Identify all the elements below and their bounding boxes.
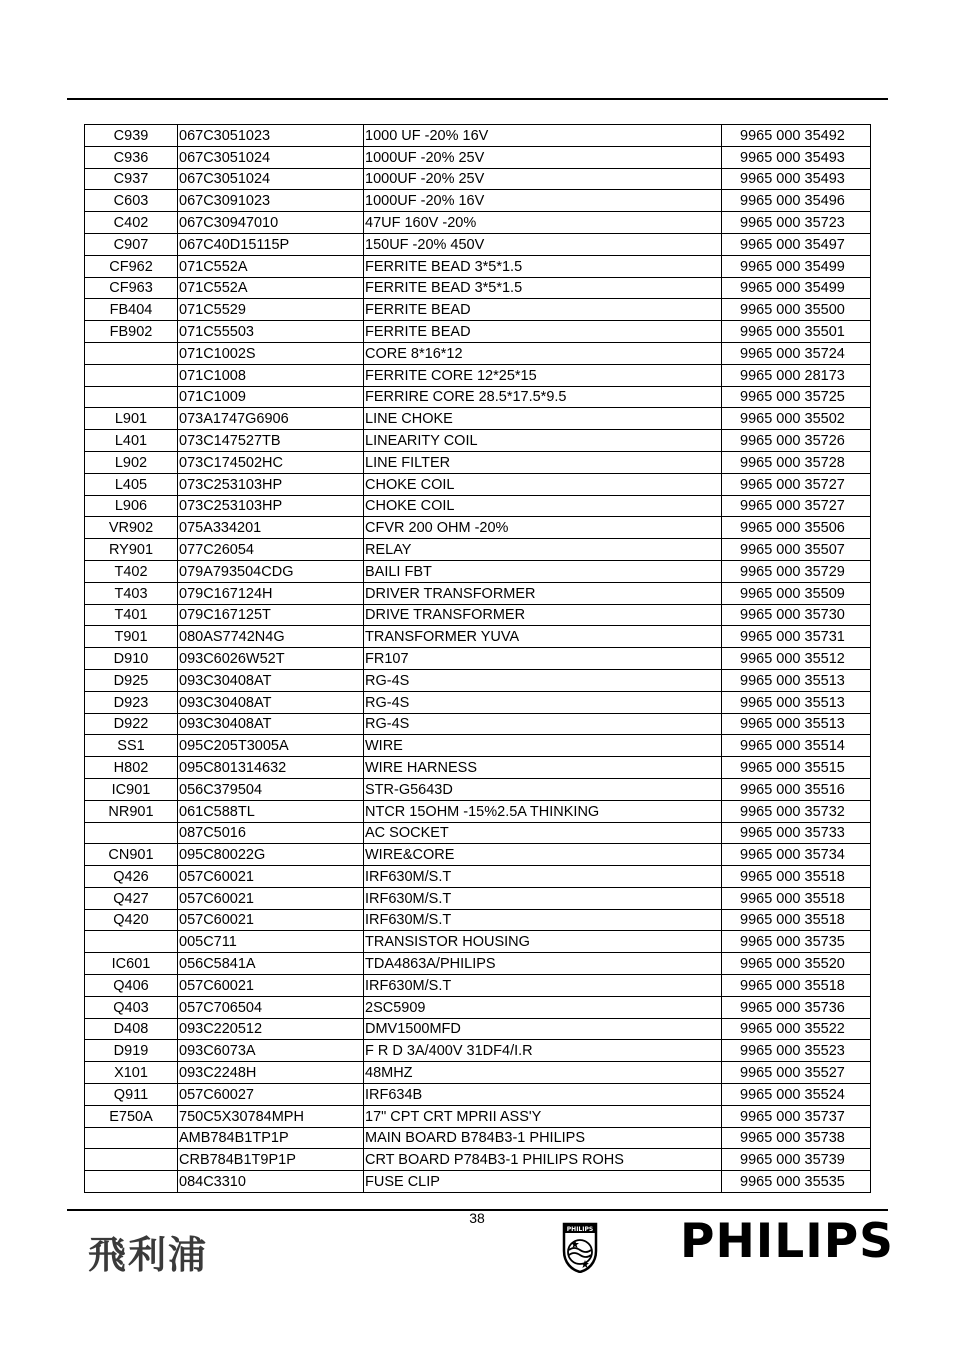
ref-cell (85, 1127, 178, 1149)
table-row (85, 125, 871, 147)
ref-cell: Q911 (85, 1084, 178, 1106)
part-number-cell: 9965 000 35512 (722, 648, 871, 670)
ref-cell: C603 (85, 190, 178, 212)
code-cell: 067C3051024 (178, 146, 364, 168)
ref-cell (85, 386, 178, 408)
description-cell: FERRITE BEAD 3*5*1.5 (364, 277, 722, 299)
table-row (85, 1018, 871, 1040)
description-cell: BAILI FBT (364, 560, 722, 582)
table-row (85, 517, 871, 539)
code-cell: 071C1009 (178, 386, 364, 408)
ref-cell: Q406 (85, 975, 178, 997)
ref-cell: L405 (85, 473, 178, 495)
ref-cell: E750A (85, 1105, 178, 1127)
description-cell: IRF630M/S.T (364, 975, 722, 997)
table-row (85, 778, 871, 800)
part-number-cell: 9965 000 35492 (722, 125, 871, 147)
ref-cell: FB404 (85, 299, 178, 321)
description-cell: 1000 UF -20% 16V (364, 125, 722, 147)
description-cell: IRF634B (364, 1084, 722, 1106)
code-cell: 079C167125T (178, 604, 364, 626)
code-cell: 071C5529 (178, 299, 364, 321)
part-number-cell: 9965 000 35518 (722, 887, 871, 909)
part-number-cell: 9965 000 35731 (722, 626, 871, 648)
description-cell: FERRITE BEAD 3*5*1.5 (364, 255, 722, 277)
part-number-cell: 9965 000 35513 (722, 713, 871, 735)
code-cell: 087C5016 (178, 822, 364, 844)
part-number-cell: 9965 000 35502 (722, 408, 871, 430)
ref-cell: D923 (85, 691, 178, 713)
table-row (85, 212, 871, 234)
description-cell: TRANSISTOR HOUSING (364, 931, 722, 953)
code-cell: 067C30947010 (178, 212, 364, 234)
ref-cell: T901 (85, 626, 178, 648)
description-cell: F R D 3A/400V 31DF4/I.R (364, 1040, 722, 1062)
table-row (85, 560, 871, 582)
part-number-cell: 9965 000 35493 (722, 168, 871, 190)
description-cell: TDA4863A/PHILIPS (364, 953, 722, 975)
code-cell: 061C588TL (178, 800, 364, 822)
part-number-cell: 9965 000 35727 (722, 495, 871, 517)
code-cell: 093C2248H (178, 1062, 364, 1084)
code-cell: 057C706504 (178, 996, 364, 1018)
table-row (85, 386, 871, 408)
code-cell: 056C5841A (178, 953, 364, 975)
code-cell: 057C60027 (178, 1084, 364, 1106)
part-number-cell: 9965 000 35535 (722, 1171, 871, 1193)
code-cell: 073C253103HP (178, 473, 364, 495)
description-cell: FERRITE BEAD (364, 299, 722, 321)
table-row (85, 1171, 871, 1193)
part-number-cell: 9965 000 35514 (722, 735, 871, 757)
part-number-cell: 9965 000 35493 (722, 146, 871, 168)
ref-cell: C907 (85, 233, 178, 255)
ref-cell: CN901 (85, 844, 178, 866)
description-cell: CHOKE COIL (364, 495, 722, 517)
table-row (85, 1062, 871, 1084)
code-cell: 067C3051023 (178, 125, 364, 147)
table-row (85, 190, 871, 212)
description-cell: STR-G5643D (364, 778, 722, 800)
code-cell: 095C80022G (178, 844, 364, 866)
table-row (85, 822, 871, 844)
table-row (85, 277, 871, 299)
description-cell: WIRE&CORE (364, 844, 722, 866)
part-number-cell: 9965 000 35507 (722, 539, 871, 561)
part-number-cell: 9965 000 35520 (722, 953, 871, 975)
description-cell: CHOKE COIL (364, 473, 722, 495)
part-number-cell: 9965 000 35726 (722, 430, 871, 452)
table-row (85, 1084, 871, 1106)
code-cell: 005C711 (178, 931, 364, 953)
code-cell: 056C379504 (178, 778, 364, 800)
ref-cell: IC601 (85, 953, 178, 975)
code-cell: 093C30408AT (178, 669, 364, 691)
part-number-cell: 9965 000 35736 (722, 996, 871, 1018)
part-number-cell: 9965 000 35738 (722, 1127, 871, 1149)
table-row (85, 669, 871, 691)
part-number-cell: 9965 000 35509 (722, 582, 871, 604)
code-cell: 073A1747G6906 (178, 408, 364, 430)
ref-cell: D922 (85, 713, 178, 735)
table-row (85, 648, 871, 670)
part-number-cell: 9965 000 35518 (722, 866, 871, 888)
table-row (85, 1040, 871, 1062)
ref-cell: RY901 (85, 539, 178, 561)
description-cell: DRIVER TRANSFORMER (364, 582, 722, 604)
code-cell: 071C1002S (178, 342, 364, 364)
part-number-cell: 9965 000 35723 (722, 212, 871, 234)
table-row (85, 931, 871, 953)
ref-cell: T401 (85, 604, 178, 626)
table-row (85, 953, 871, 975)
description-cell: AC SOCKET (364, 822, 722, 844)
code-cell: 073C147527TB (178, 430, 364, 452)
part-number-cell: 9965 000 35513 (722, 669, 871, 691)
code-cell: 093C220512 (178, 1018, 364, 1040)
part-number-cell: 9965 000 35732 (722, 800, 871, 822)
table-row (85, 691, 871, 713)
code-cell: 750C5X30784MPH (178, 1105, 364, 1127)
table-row (85, 975, 871, 997)
ref-cell: IC901 (85, 778, 178, 800)
table-row (85, 430, 871, 452)
ref-cell (85, 1171, 178, 1193)
table-row (85, 844, 871, 866)
ref-cell (85, 931, 178, 953)
ref-cell: X101 (85, 1062, 178, 1084)
code-cell: 057C60021 (178, 887, 364, 909)
table-row (85, 255, 871, 277)
description-cell: RG-4S (364, 669, 722, 691)
philips-wordmark: PHILIPS (680, 1214, 895, 1269)
code-cell: CRB784B1T9P1P (178, 1149, 364, 1171)
table-row (85, 996, 871, 1018)
part-number-cell: 9965 000 35501 (722, 321, 871, 343)
description-cell: IRF630M/S.T (364, 909, 722, 931)
ref-cell: T402 (85, 560, 178, 582)
ref-cell: CF962 (85, 255, 178, 277)
table-row (85, 233, 871, 255)
part-number-cell: 9965 000 35727 (722, 473, 871, 495)
header-rule (67, 98, 888, 100)
ref-cell: H802 (85, 757, 178, 779)
code-cell: 075A334201 (178, 517, 364, 539)
part-number-cell: 9965 000 35735 (722, 931, 871, 953)
ref-cell (85, 364, 178, 386)
ref-cell: L902 (85, 451, 178, 473)
ref-cell: Q403 (85, 996, 178, 1018)
part-number-cell: 9965 000 35524 (722, 1084, 871, 1106)
ref-cell (85, 822, 178, 844)
code-cell: 057C60021 (178, 909, 364, 931)
description-cell: DRIVE TRANSFORMER (364, 604, 722, 626)
ref-cell: C937 (85, 168, 178, 190)
part-number-cell: 9965 000 35527 (722, 1062, 871, 1084)
part-number-cell: 9965 000 35497 (722, 233, 871, 255)
description-cell: WIRE HARNESS (364, 757, 722, 779)
table-row (85, 626, 871, 648)
description-cell: FUSE CLIP (364, 1171, 722, 1193)
part-number-cell: 9965 000 35518 (722, 909, 871, 931)
description-cell: IRF630M/S.T (364, 866, 722, 888)
part-number-cell: 9965 000 35725 (722, 386, 871, 408)
table-row (85, 1149, 871, 1171)
ref-cell: NR901 (85, 800, 178, 822)
description-cell: TRANSFORMER YUVA (364, 626, 722, 648)
code-cell: 057C60021 (178, 866, 364, 888)
part-number-cell: 9965 000 35513 (722, 691, 871, 713)
code-cell: 071C552A (178, 255, 364, 277)
ref-cell: D910 (85, 648, 178, 670)
description-cell: FERRITE BEAD (364, 321, 722, 343)
ref-cell: Q420 (85, 909, 178, 931)
table-row (85, 582, 871, 604)
code-cell: 077C26054 (178, 539, 364, 561)
code-cell: 093C6026W52T (178, 648, 364, 670)
part-number-cell: 9965 000 35523 (722, 1040, 871, 1062)
description-cell: 150UF -20% 450V (364, 233, 722, 255)
philips-shield-icon (561, 1221, 599, 1273)
description-cell: 1000UF -20% 25V (364, 146, 722, 168)
description-cell: RG-4S (364, 713, 722, 735)
ref-cell: CF963 (85, 277, 178, 299)
description-cell: 47UF 160V -20% (364, 212, 722, 234)
code-cell: 067C3091023 (178, 190, 364, 212)
ref-cell: FB902 (85, 321, 178, 343)
part-number-cell: 9965 000 35522 (722, 1018, 871, 1040)
description-cell: 1000UF -20% 25V (364, 168, 722, 190)
code-cell: 093C30408AT (178, 713, 364, 735)
code-cell: 080AS7742N4G (178, 626, 364, 648)
ref-cell: C936 (85, 146, 178, 168)
part-number-cell: 9965 000 35728 (722, 451, 871, 473)
table-row (85, 887, 871, 909)
ref-cell: Q427 (85, 887, 178, 909)
part-number-cell: 9965 000 35499 (722, 255, 871, 277)
code-cell: 073C174502HC (178, 451, 364, 473)
code-cell: 073C253103HP (178, 495, 364, 517)
code-cell: 067C40D15115P (178, 233, 364, 255)
description-cell: RG-4S (364, 691, 722, 713)
table-row (85, 473, 871, 495)
description-cell: LINE CHOKE (364, 408, 722, 430)
table-row (85, 735, 871, 757)
code-cell: 093C30408AT (178, 691, 364, 713)
ref-cell (85, 342, 178, 364)
part-number-cell: 9965 000 28173 (722, 364, 871, 386)
description-cell: 17" CPT CRT MPRII ASS'Y (364, 1105, 722, 1127)
code-cell: 095C801314632 (178, 757, 364, 779)
shield-label: PHILIPS (566, 1226, 594, 1233)
part-number-cell: 9965 000 35506 (722, 517, 871, 539)
code-cell: 084C3310 (178, 1171, 364, 1193)
description-cell: MAIN BOARD B784B3-1 PHILIPS (364, 1127, 722, 1149)
ref-cell: D925 (85, 669, 178, 691)
parts-table-body (85, 125, 871, 1193)
table-row (85, 342, 871, 364)
description-cell: WIRE (364, 735, 722, 757)
description-cell: CORE 8*16*12 (364, 342, 722, 364)
table-row (85, 1105, 871, 1127)
description-cell: LINE FILTER (364, 451, 722, 473)
table-row (85, 909, 871, 931)
ref-cell: C939 (85, 125, 178, 147)
description-cell: LINEARITY COIL (364, 430, 722, 452)
table-row (85, 168, 871, 190)
part-number-cell: 9965 000 35733 (722, 822, 871, 844)
table-row (85, 364, 871, 386)
table-row (85, 866, 871, 888)
table-row (85, 1127, 871, 1149)
description-cell: 1000UF -20% 16V (364, 190, 722, 212)
description-cell: DMV1500MFD (364, 1018, 722, 1040)
code-cell: 071C1008 (178, 364, 364, 386)
code-cell: 079A793504CDG (178, 560, 364, 582)
table-row (85, 495, 871, 517)
description-cell: 48MHZ (364, 1062, 722, 1084)
part-number-cell: 9965 000 35739 (722, 1149, 871, 1171)
part-number-cell: 9965 000 35496 (722, 190, 871, 212)
parts-table (84, 124, 871, 1193)
table-row (85, 757, 871, 779)
part-number-cell: 9965 000 35515 (722, 757, 871, 779)
ref-cell: L401 (85, 430, 178, 452)
code-cell: 071C552A (178, 277, 364, 299)
table-row (85, 800, 871, 822)
chinese-brand-logo: 飛利浦 (88, 1233, 209, 1277)
part-number-cell: 9965 000 35730 (722, 604, 871, 626)
description-cell: CFVR 200 OHM -20% (364, 517, 722, 539)
description-cell: FERRIRE CORE 28.5*17.5*9.5 (364, 386, 722, 408)
code-cell: 093C6073A (178, 1040, 364, 1062)
table-row (85, 539, 871, 561)
table-row (85, 604, 871, 626)
code-cell: AMB784B1TP1P (178, 1127, 364, 1149)
part-number-cell: 9965 000 35499 (722, 277, 871, 299)
ref-cell: L901 (85, 408, 178, 430)
ref-cell: L906 (85, 495, 178, 517)
part-number-cell: 9965 000 35734 (722, 844, 871, 866)
code-cell: 067C3051024 (178, 168, 364, 190)
part-number-cell: 9965 000 35724 (722, 342, 871, 364)
description-cell: RELAY (364, 539, 722, 561)
part-number-cell: 9965 000 35518 (722, 975, 871, 997)
part-number-cell: 9965 000 35516 (722, 778, 871, 800)
ref-cell: D919 (85, 1040, 178, 1062)
code-cell: 071C55503 (178, 321, 364, 343)
part-number-cell: 9965 000 35500 (722, 299, 871, 321)
code-cell: 079C167124H (178, 582, 364, 604)
description-cell: 2SC5909 (364, 996, 722, 1018)
page-number: 38 (469, 1210, 485, 1226)
ref-cell: C402 (85, 212, 178, 234)
ref-cell: VR902 (85, 517, 178, 539)
description-cell: FERRITE CORE 12*25*15 (364, 364, 722, 386)
table-row (85, 713, 871, 735)
ref-cell (85, 1149, 178, 1171)
table-row (85, 408, 871, 430)
ref-cell: Q426 (85, 866, 178, 888)
part-number-cell: 9965 000 35729 (722, 560, 871, 582)
code-cell: 057C60021 (178, 975, 364, 997)
description-cell: IRF630M/S.T (364, 887, 722, 909)
description-cell: CRT BOARD P784B3-1 PHILIPS ROHS (364, 1149, 722, 1171)
code-cell: 095C205T3005A (178, 735, 364, 757)
ref-cell: SS1 (85, 735, 178, 757)
ref-cell: T403 (85, 582, 178, 604)
description-cell: FR107 (364, 648, 722, 670)
table-row (85, 321, 871, 343)
table-row (85, 146, 871, 168)
part-number-cell: 9965 000 35737 (722, 1105, 871, 1127)
table-row (85, 451, 871, 473)
ref-cell: D408 (85, 1018, 178, 1040)
table-row (85, 299, 871, 321)
description-cell: NTCR 15OHM -15%2.5A THINKING (364, 800, 722, 822)
